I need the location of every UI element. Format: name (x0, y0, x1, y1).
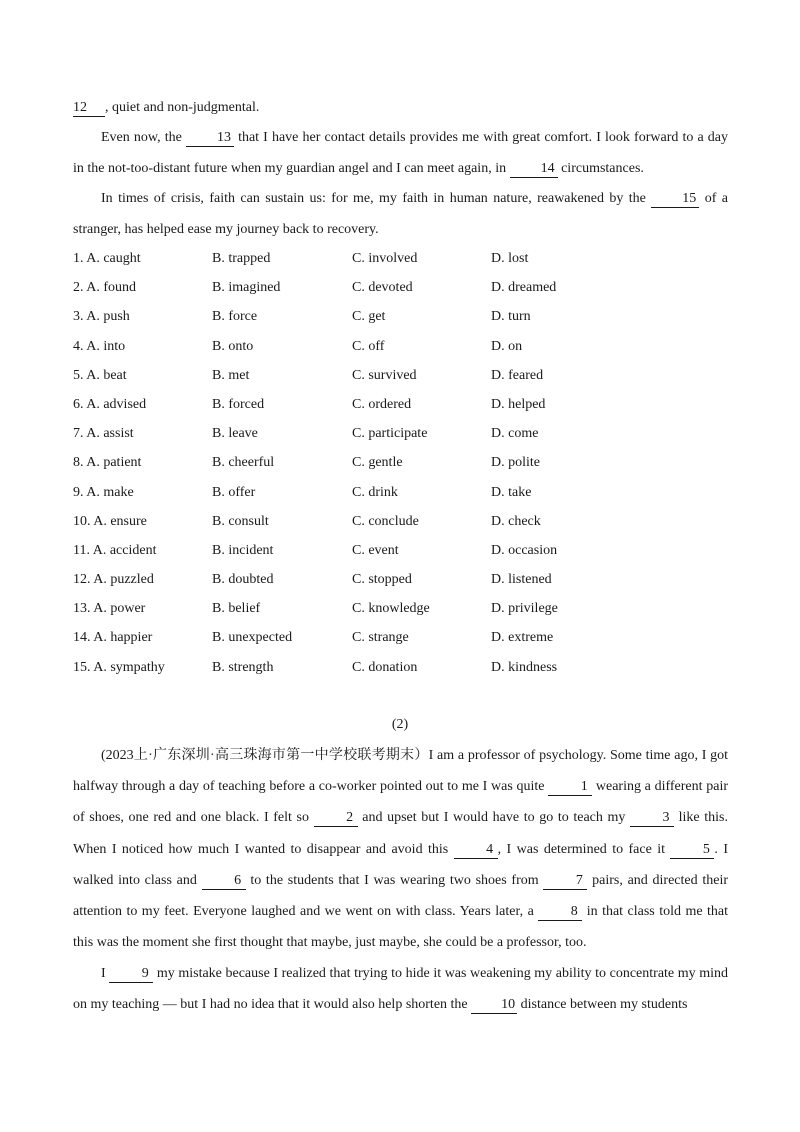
option-a[interactable]: 11. A. accident (73, 542, 157, 558)
passage2-paragraph-1: (2023上·广东深圳·高三珠海市第一中学校联考期末）I am a professor of psychology. Some time ago, I got halfway through a day of teaching before a co-worker pointed out to me I was quite 1 wearing a different pair of shoes, one red and one black. I felt so 2 and upset but I would have to go to teach my 3 like this. When I noticed how much I wanted to disappear and avoid this 4 , I was determined to face it 5 . I walked into class and 6 to the students that I was wearing two shoes from 7 pairs, and directed their attention to my feet. Everyone laughed and we went on with class. Years later, a 8 in that class told me that this was the moment she first thought that maybe, just maybe, she could be a professor, too. (73, 748, 729, 951)
option-c[interactable]: C. strange (352, 630, 409, 646)
option-c[interactable]: C. event (352, 542, 399, 558)
option-a[interactable]: 3. A. push (73, 309, 130, 325)
option-a[interactable]: 8. A. patient (73, 455, 142, 471)
question-row (73, 305, 728, 334)
option-a[interactable]: 10. A. ensure (73, 513, 147, 529)
option-b[interactable]: B. incident (212, 542, 274, 558)
question-row (73, 335, 728, 364)
question-row (73, 364, 728, 393)
option-c[interactable]: C. involved (352, 251, 418, 266)
blank-10[interactable]: 10 (471, 997, 517, 1014)
blank-1[interactable]: 1 (548, 779, 592, 796)
option-a[interactable]: 1. A. caught (73, 251, 141, 266)
question-row (73, 656, 728, 685)
option-d[interactable]: D. come (491, 426, 539, 442)
option-c[interactable]: C. knowledge (352, 601, 430, 617)
option-d[interactable]: D. occasion (491, 542, 558, 558)
option-a[interactable]: 14. A. happier (73, 630, 153, 646)
option-a[interactable]: 7. A. assist (73, 426, 134, 442)
question-row (73, 539, 728, 568)
passage2-paragraph-2: I 9 my mistake because I realized that trying to hide it was weakening my ability to concentrate my mind on my teaching — but I had no idea that it would also help shorten the 10 distance between my students (73, 966, 728, 1013)
option-b[interactable]: B. consult (212, 513, 269, 529)
option-c[interactable]: C. off (352, 338, 385, 354)
option-c[interactable]: C. drink (352, 484, 398, 500)
option-a[interactable]: 13. A. power (73, 601, 146, 617)
option-b[interactable]: B. doubted (212, 572, 274, 588)
option-d[interactable]: D. privilege (491, 601, 558, 617)
option-b[interactable]: B. forced (212, 396, 265, 412)
option-c[interactable]: C. survived (352, 367, 417, 383)
question-row (73, 597, 728, 626)
option-c[interactable]: C. get (352, 309, 386, 325)
option-a[interactable]: 12. A. puzzled (73, 572, 154, 588)
option-b[interactable]: B. imagined (212, 280, 281, 296)
blank-4[interactable]: 4 (454, 842, 498, 859)
option-b[interactable]: B. trapped (212, 251, 271, 266)
blank-7[interactable]: 7 (543, 873, 587, 890)
option-b[interactable]: B. unexpected (212, 630, 293, 646)
option-c[interactable]: C. donation (352, 659, 418, 675)
option-a[interactable]: 2. A. found (73, 280, 136, 296)
question-row (73, 568, 728, 597)
option-d[interactable]: D. take (491, 484, 532, 500)
option-c[interactable]: C. participate (352, 426, 428, 442)
option-a[interactable]: 6. A. advised (73, 396, 147, 412)
option-b[interactable]: B. belief (212, 601, 261, 617)
question-row (73, 481, 728, 510)
option-d[interactable]: D. lost (491, 251, 529, 266)
question-row (73, 422, 728, 451)
option-a[interactable]: 15. A. sympathy (73, 659, 165, 675)
question-row (73, 510, 728, 539)
option-d[interactable]: D. turn (491, 309, 531, 325)
blank-5[interactable]: 5 (670, 842, 714, 859)
question-row (73, 626, 728, 655)
option-d[interactable]: D. helped (491, 396, 546, 412)
option-a[interactable]: 5. A. beat (73, 367, 127, 383)
passage1-line-12: 12 , quiet and non-judgmental. (73, 100, 260, 115)
option-d[interactable]: D. polite (491, 455, 540, 471)
blank-2[interactable]: 2 (314, 810, 358, 827)
option-d[interactable]: D. listened (491, 572, 552, 588)
option-c[interactable]: C. gentle (352, 455, 403, 471)
blank-15[interactable]: 15 (651, 191, 699, 208)
option-d[interactable]: D. kindness (491, 659, 558, 675)
answer-options (73, 247, 728, 685)
blank-3[interactable]: 3 (630, 810, 674, 827)
question-row (73, 393, 728, 422)
option-b[interactable]: B. met (212, 367, 250, 383)
option-b[interactable]: B. onto (212, 338, 254, 354)
option-a[interactable]: 9. A. make (73, 484, 134, 500)
question-row (73, 247, 728, 276)
passage1-paragraph-13-14: Even now, the 13 that I have her contact details provides me with great comfort. I look forward to a day in the not-too-distant future when my guardian angel and I can meet again, in 14 circumstances. (73, 130, 729, 176)
blank-12[interactable]: 12 (73, 100, 105, 117)
option-c[interactable]: C. stopped (352, 572, 412, 588)
section-heading: (2) (391, 717, 409, 732)
option-b[interactable]: B. offer (212, 484, 256, 500)
blank-13[interactable]: 13 (186, 130, 234, 147)
option-c[interactable]: C. ordered (352, 396, 412, 412)
option-b[interactable]: B. force (212, 309, 258, 325)
option-d[interactable]: D. check (491, 513, 541, 529)
option-d[interactable]: D. dreamed (491, 280, 557, 296)
question-row (73, 276, 728, 305)
option-d[interactable]: D. extreme (491, 630, 554, 646)
option-b[interactable]: B. leave (212, 426, 258, 442)
option-d[interactable]: D. feared (491, 367, 544, 383)
option-d[interactable]: D. on (491, 338, 523, 354)
blank-9[interactable]: 9 (109, 966, 153, 983)
option-c[interactable]: C. devoted (352, 280, 413, 296)
blank-8[interactable]: 8 (538, 904, 582, 921)
blank-14[interactable]: 14 (510, 161, 558, 178)
option-c[interactable]: C. conclude (352, 513, 419, 529)
blank-6[interactable]: 6 (202, 873, 246, 890)
option-a[interactable]: 4. A. into (73, 338, 126, 354)
option-b[interactable]: B. strength (212, 659, 274, 675)
passage1-paragraph-15: In times of crisis, faith can sustain us: for me, my faith in human nature, reawakened by the 15 of a stranger, has helped ease my journey back to recovery. (73, 191, 729, 237)
question-row (73, 451, 728, 480)
option-b[interactable]: B. cheerful (212, 455, 275, 471)
